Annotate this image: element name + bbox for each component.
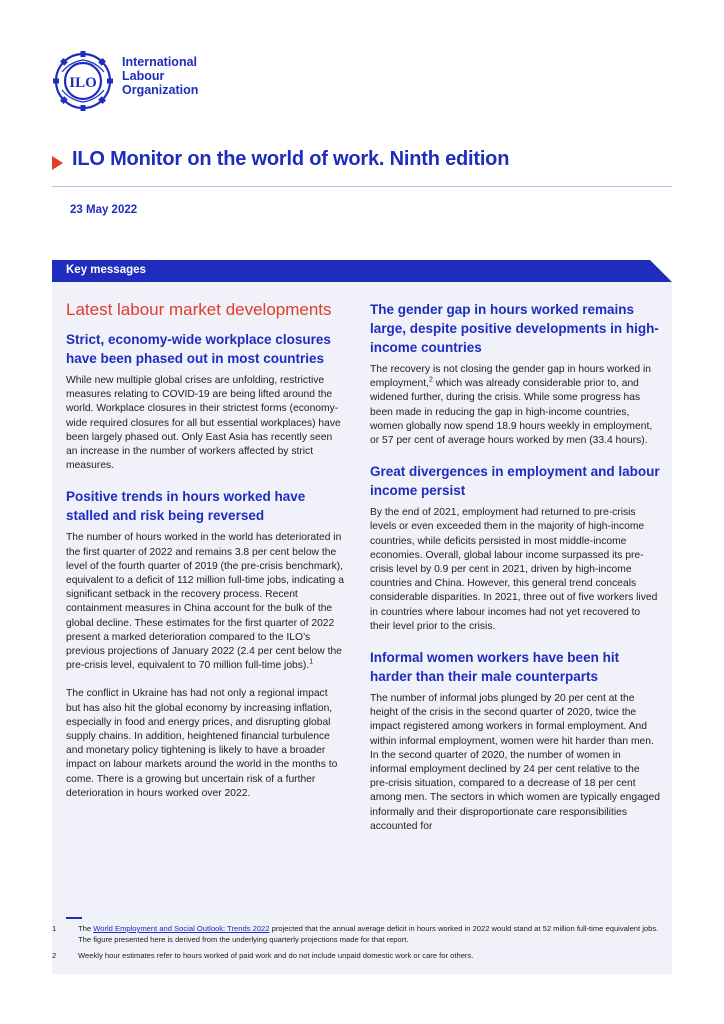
paragraph-hours-worked: The number of hours worked in the world has deteriorated in the first quarter of 2022 and remains 3.8 per cent below the level of the fourth quarter of 2019 (the pre-crisis benchmark), equivalent to a deficit of 112 million full-time jobs, indicating a significant setback in the recovery process. Recent containment measures in China account for the bulk of the global decline. These estimates for the first quarter of 2022 present a marked deterioration compared to the ILO’s previous projections of January 2022 (2.4 per cent below the pre-crisis level, equivalent to 70 million full-time jobs).$^1$ bbox=[66, 532, 344, 672]
title-divider bbox=[52, 186, 672, 187]
banner-label: Key messages bbox=[66, 264, 146, 276]
footnote-divider bbox=[66, 917, 82, 919]
svg-text:ILO: ILO bbox=[69, 75, 97, 91]
ilo-gear-emblem-icon bbox=[52, 50, 114, 112]
right-column bbox=[370, 300, 660, 834]
paragraph-informal-women: The number of informal jobs plunged by 20 per cent at the height of the crisis in the second quarter of 2020, twice the impact registered among workers in formal employment. And within informal employment, women were hit harder than men. In the second quarter of 2020, the number of women in informal employment declined by 24 per cent relative to the pre-crisis situation, compared to a decrease of 18 per cent among men. The sectors in which women are typically engaged informally and their disproportionate care responsibilities accounted for bbox=[370, 693, 660, 832]
page-title: ILO Monitor on the world of work. Ninth edition bbox=[72, 148, 510, 170]
footnote-ref-2[interactable]: 2 bbox=[428, 376, 433, 384]
title-arrow-icon bbox=[52, 156, 63, 170]
heading-hours-worked: Positive trends in hours worked have stalled and risk being reversed bbox=[66, 489, 306, 524]
paragraph-ukraine-conflict: The conflict in Ukraine has had not only a regional impact but has also hit the global economy by increasing inflation, especially in food and energy prices, and disrupting global supply chains. In addition, heightened financial turbulence and monetary policy tightening is likely to have a broader impact on labour markets around the world in the months to come. There is a growing but uncertain risk of a further deterioration in hours worked over 2022. bbox=[66, 688, 338, 799]
organization-name: International Labour Organization bbox=[122, 55, 199, 97]
heading-workplace-closures: Strict, economy-wide workplace closures have been phased out in most countries bbox=[66, 332, 331, 366]
paragraph-gender-gap: The recovery is not closing the gender gap in hours worked in employment,$^2$ which was already considerable prior to, and widened further, during the crisis. While some progress has been made in reducing the gap in high-income countries, women globally now spend 18.9 hours weekly in employment, or 57 per cent of average hours worked by men (33.4 hours). bbox=[370, 364, 653, 447]
weso-trends-link[interactable]: World Employment and Social Outlook: Trends 2022 bbox=[93, 924, 270, 933]
footnote-ref-1[interactable]: 1 bbox=[309, 658, 314, 666]
left-column bbox=[66, 300, 344, 801]
paragraph-workplace-closures: While new multiple global crises are unfolding, restrictive measures relating to COVID-19 are being lifted around the world. Workplace closures in their strictest forms (economy-wide required closures for all but essential workplaces) have been largely phased out. Only East Asia has recently seen an increase in the number of workers affected by strict measures. bbox=[66, 375, 341, 472]
paragraph-divergences: By the end of 2021, employment had returned to pre-crisis levels or even exceeded them in the majority of high-income countries, while deficits persisted in most middle-income economies. Overall, global labour income surpassed its pre-crisis level by 0.9 per cent in 2021, driven by high-income countries and China. However, this general trend conceals considerable disparities. In 2021, three out of five workers lived in countries where labour incomes had not yet recovered to their level prior to the crisis. bbox=[370, 507, 658, 632]
heading-gender-gap: The gender gap in hours worked remains large, despite positive developments in high-income countries bbox=[370, 302, 659, 355]
ilo-logo bbox=[52, 50, 114, 112]
heading-informal-women: Informal women workers have been hit harder than their male counterparts bbox=[370, 650, 620, 685]
section-title: Latest labour market developments bbox=[66, 300, 332, 319]
heading-divergences: Great divergences in employment and labour income persist bbox=[370, 464, 660, 499]
key-messages-banner bbox=[52, 260, 672, 282]
publication-date: 23 May 2022 bbox=[70, 204, 138, 216]
